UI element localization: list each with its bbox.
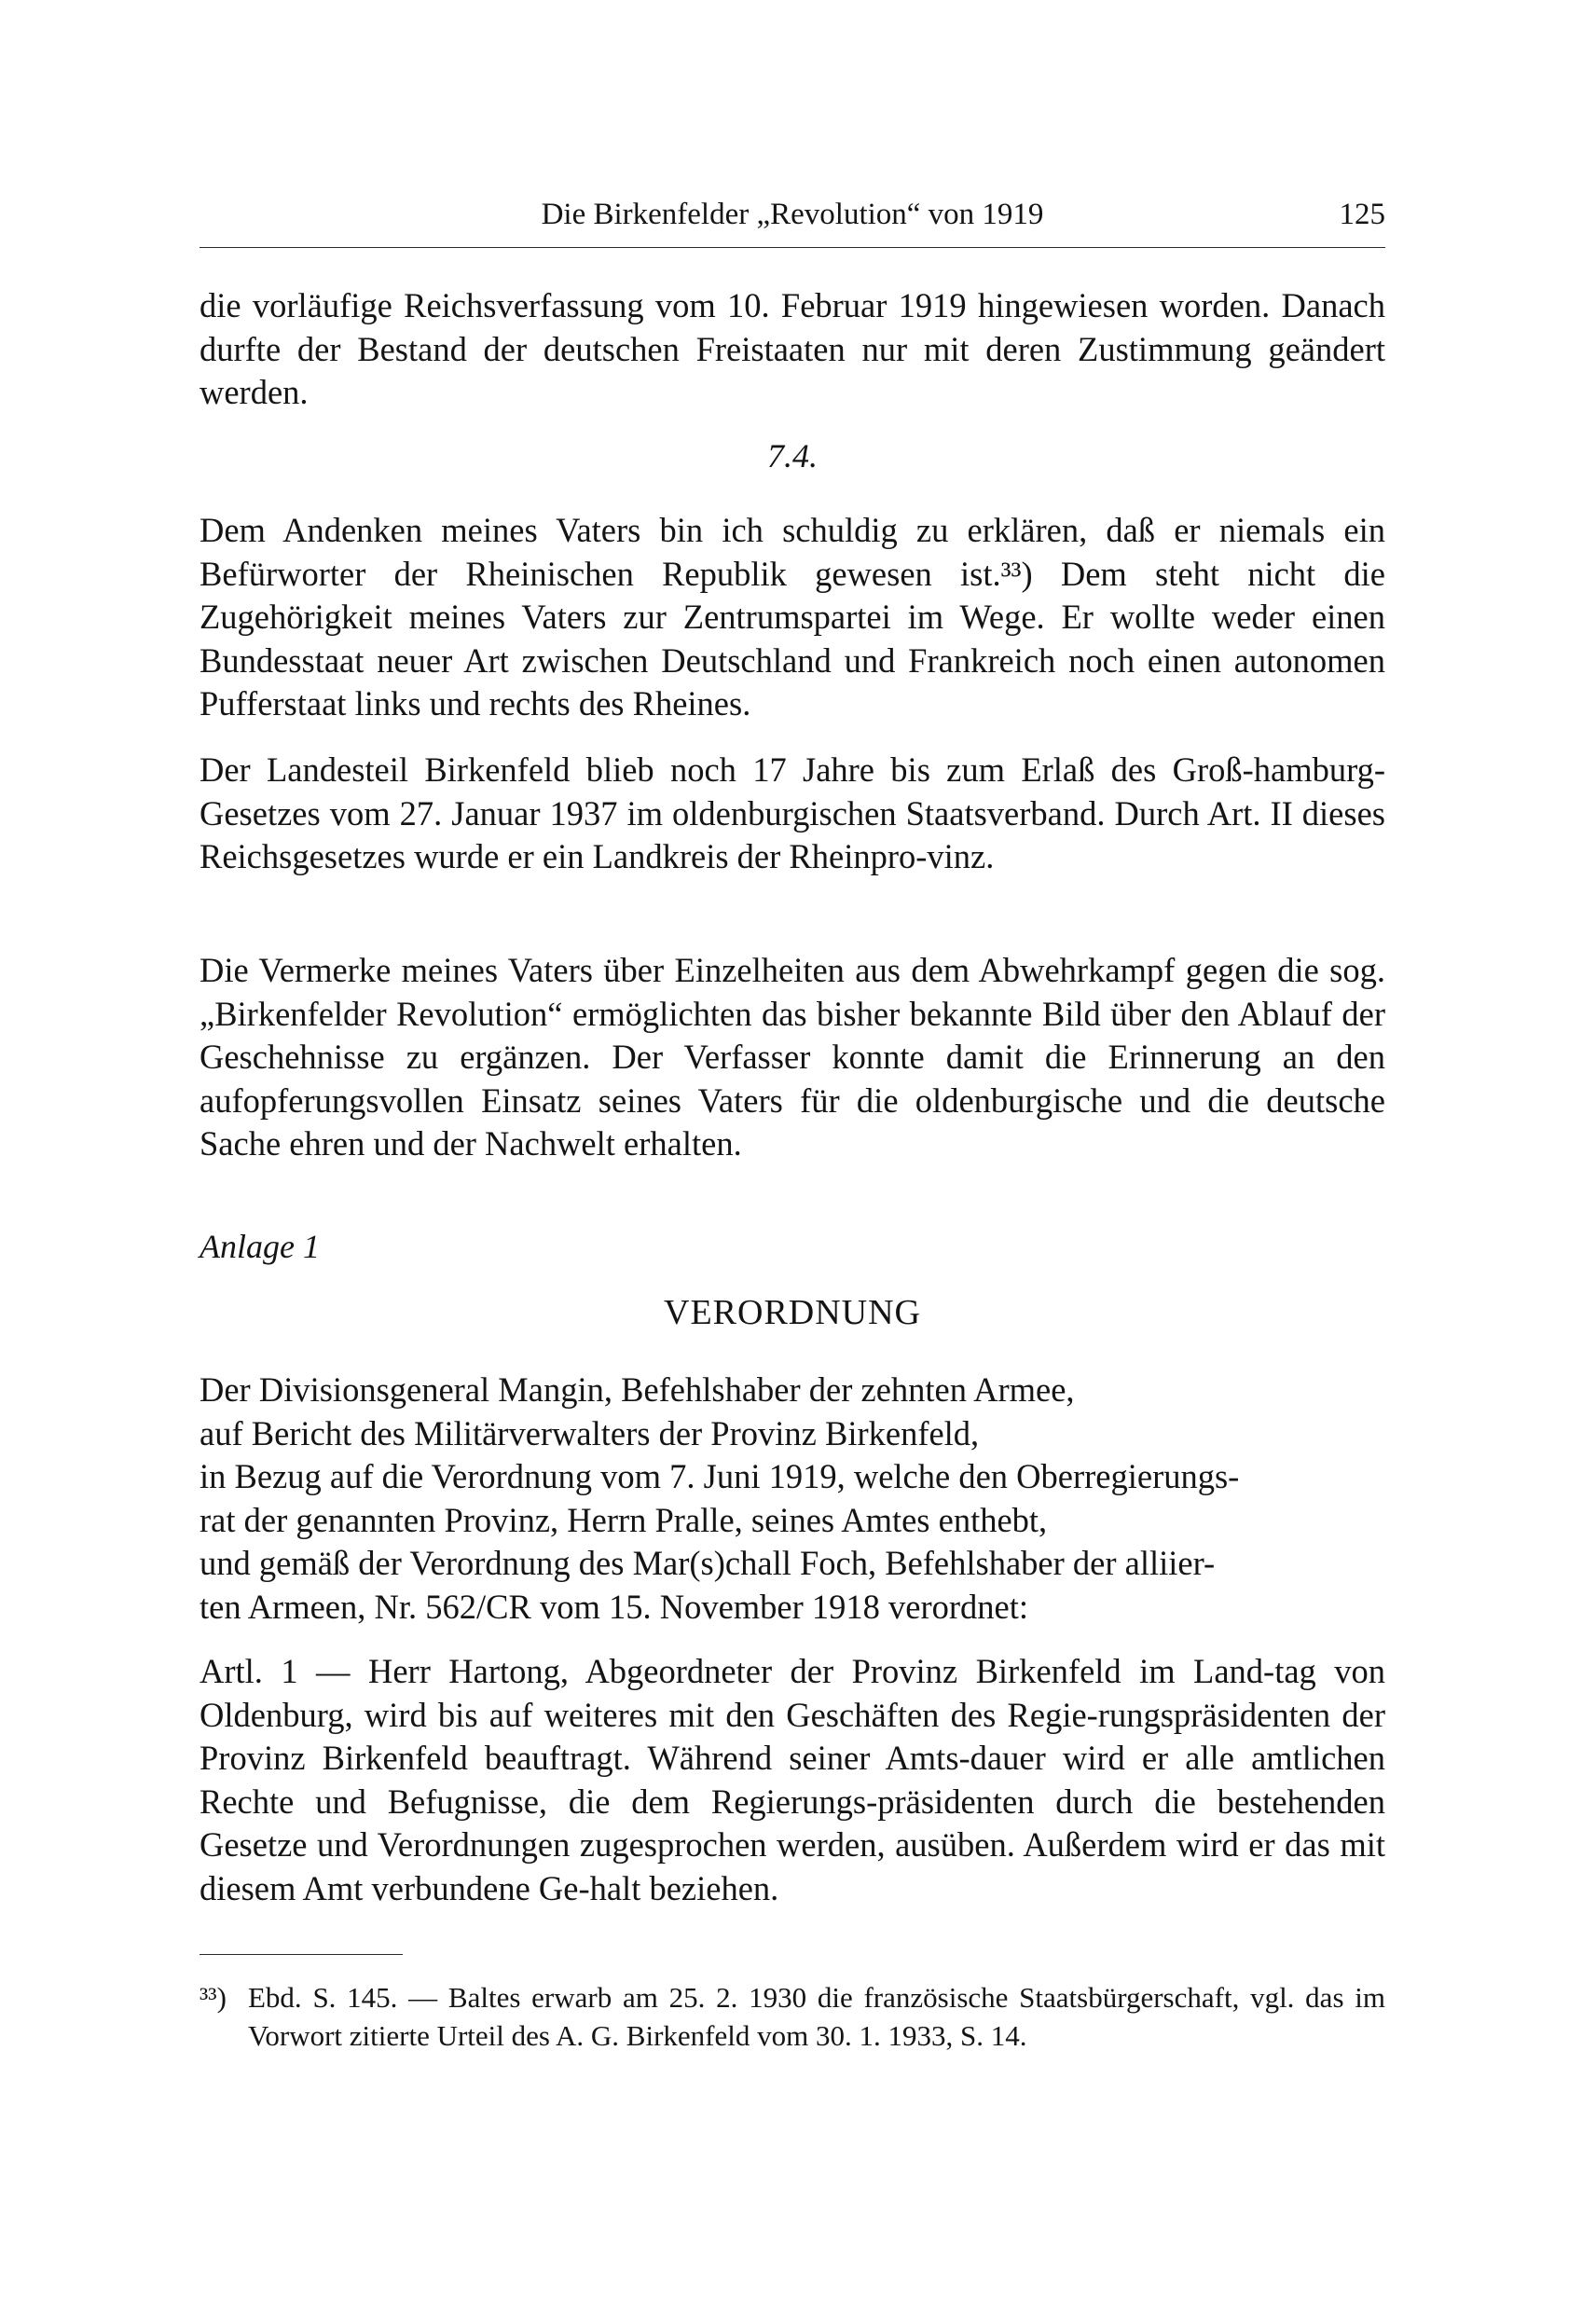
footnote-rule (200, 1954, 403, 1955)
section-number: 7.4. (767, 437, 818, 475)
preamble-line: auf Bericht des Militärverwalters der Provinz Birkenfeld, (200, 1413, 980, 1452)
footnote (200, 1978, 1385, 2055)
preamble-line: und gemäß der Verordnung des Mar(s)chall Foch, Befehlshaber der alliier- (200, 1544, 1216, 1582)
paragraph-continuation: die vorläufige Reichsverfassung vom 10. Februar 1919 hingewiesen worden. Danach durfte der Bestand der deutschen Freistaaten nur mit deren Zustimmung geändert werden. (200, 286, 1385, 411)
preamble-line: ten Armeen, Nr. 562/CR vom 15. November 1918 verordnet: (200, 1587, 1029, 1626)
decree-article-1: Artl. 1 — Herr Hartong, Abgeordneter der Provinz Birkenfeld im Land-tag von Oldenburg, wird bis auf weiteres mit den Geschäften des Regie-rungspräsidenten der Provinz Birkenfeld beauftragt. Während seiner Amts-dauer wird er alle amtlichen Rechte und Befugnisse, die dem Regierungs-präsidenten durch die bestehenden Gesetze und Verordnungen zugesprochen werden, ausüben. Außerdem wird er das mit diesem Amt verbundene Ge-halt beziehen. (200, 1652, 1385, 1907)
paragraph-birkenfeld-status: Der Landesteil Birkenfeld blieb noch 17 Jahre bis zum Erlaß des Groß-hamburg-Gesetzes vom 27. Januar 1937 im oldenburgischen Staatsverband. Durch Art. II dieses Reichsgesetzes wurde er ein Landkreis der Rheinpro-vinz. (200, 750, 1385, 875)
preamble-line: Der Divisionsgeneral Mangin, Befehlshaber der zehnten Armee, (200, 1370, 1075, 1409)
preamble-line: in Bezug auf die Verordnung vom 7. Juni 1919, welche den Oberregierungs- (200, 1457, 1240, 1495)
paragraph-conclusion: Die Vermerke meines Vaters über Einzelheiten aus dem Abwehrkampf gegen die sog. „Birkenfelder Revolution“ ermöglichten das bisher bekannte Bild über den Ablauf der Geschehnisse zu ergänzen. Der Verfasser konnte damit die Erinnerung an den aufopferungsvollen Einsatz seines Vaters für die oldenburgische und die deutsche Sache ehren und der Nachwelt erhalten. (200, 951, 1385, 1163)
decree-preamble (200, 1369, 1385, 1629)
header-rule (200, 247, 1385, 248)
decree-heading: VERORDNUNG (664, 1293, 921, 1332)
preamble-line: rat der genannten Provinz, Herrn Pralle, seines Amtes enthebt, (200, 1500, 1048, 1539)
page-number: 125 (1339, 198, 1385, 231)
running-head (200, 192, 1385, 237)
running-title: Die Birkenfelder „Revolution“ von 1919 (541, 198, 1044, 231)
appendix-label: Anlage 1 (200, 1228, 320, 1265)
footnote-text: Ebd. S. 145. — Baltes erwarb am 25. 2. 1930 die französische Staatsbürgerschaft, vgl. das im Vorwort zitierte Urteil des A. G. Birkenfeld vom 30. 1. 1933, S. 14. (248, 1981, 1385, 2052)
paragraph-father-memory: Dem Andenken meines Vaters bin ich schuldig zu erklären, daß er niemals ein Befürworter der Rheinischen Republik gewesen ist.³³) Dem steht nicht die Zugehörigkeit meines Vaters zur Zentrumspartei im Wege. Er wollte weder einen Bundesstaat neuer Art zwischen Deutschland und Frankreich noch einen autonomen Pufferstaat links und rechts des Rheines. (200, 511, 1385, 722)
footnote-mark: ³³) (200, 1981, 227, 2014)
